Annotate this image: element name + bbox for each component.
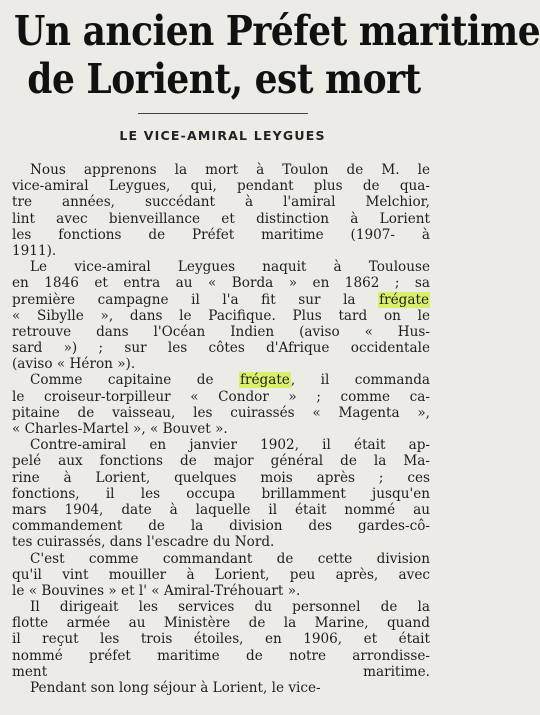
article-line: il reçut les trois étoiles, en 1906, et était bbox=[12, 631, 430, 648]
article-line: pelé aux fonctions de major général de la Ma- bbox=[12, 453, 430, 470]
article-paragraph bbox=[12, 599, 430, 696]
article-paragraph bbox=[12, 437, 430, 550]
article-line: tes cuirassés, dans l'escadre du Nord. bbox=[12, 534, 275, 551]
article-line: 1911). bbox=[12, 242, 57, 259]
article-line: Pendant son long séjour à Lorient, le vice- bbox=[30, 680, 321, 696]
headline-line-2: de Lorient, est mort bbox=[27, 55, 421, 104]
article-line: fonctions, il les occupa brillamment jusqu'en bbox=[12, 485, 430, 502]
article-line: sard ») ; sur les côtes d'Afrique occidentale bbox=[12, 340, 430, 357]
article-line: Comme capitaine de frégate, il commanda bbox=[30, 372, 430, 389]
search-highlight: frégate bbox=[239, 372, 290, 389]
article-line: qu'il vint mouiller à Lorient, peu après, avec bbox=[12, 566, 430, 583]
article-paragraph bbox=[12, 372, 430, 437]
article-line: pitaine de vaisseau, les cuirassés « Magenta », bbox=[12, 404, 430, 421]
article-body bbox=[12, 162, 430, 696]
article-line: lint avec bienveillance et distinction à Lorient bbox=[12, 210, 430, 227]
article-line: ment maritime. bbox=[12, 663, 430, 680]
article-line: première campagne il l'a fit sur la frégate bbox=[12, 291, 429, 308]
article-line: commandement de la division des gardes-cô- bbox=[12, 518, 430, 535]
article-line: vice-amiral Leygues, qui, pendant plus de qua- bbox=[12, 178, 430, 195]
article-line: Il dirigeait les services du personnel de la bbox=[30, 599, 430, 616]
article-line: « Charles-Martel », « Bouvet ». bbox=[12, 421, 228, 437]
headline-rule bbox=[138, 113, 308, 114]
article-line: Contre-amiral en janvier 1902, il était ap- bbox=[30, 437, 430, 454]
article-line: nommé préfet maritime de notre arrondisse- bbox=[12, 647, 430, 664]
article-line: mars 1904, date à laquelle il était nommé au bbox=[12, 501, 430, 518]
headline-line-1: Un ancien Préfet maritime bbox=[14, 7, 540, 56]
subheading: LE VICE-AMIRAL LEYGUES bbox=[119, 128, 326, 143]
article-line: C'est comme commandant de cette division bbox=[30, 550, 430, 567]
article-line: tre années, succédant à l'amiral Melchior, bbox=[12, 194, 430, 211]
search-highlight: frégate bbox=[379, 291, 429, 308]
article-line: le « Bouvines » et l' « Amiral-Tréhouart ». bbox=[12, 582, 301, 599]
article-paragraph bbox=[12, 551, 430, 600]
article-paragraph bbox=[12, 162, 430, 259]
article-line: Le vice-amiral Leygues naquit à Toulouse bbox=[30, 259, 430, 276]
article-line: rine à Lorient, quelques mois après ; ces bbox=[12, 469, 430, 486]
article-paragraph bbox=[12, 259, 430, 372]
article-line: en 1846 et entra au « Borda » en 1862 ; sa bbox=[12, 275, 430, 292]
article-line: retrouve dans l'Océan Indien (aviso « Hus- bbox=[12, 323, 430, 340]
article-line: (aviso « Héron »). bbox=[12, 356, 136, 373]
article-line: Nous apprenons la mort à Toulon de M. le bbox=[30, 162, 430, 178]
article-line: flotte armée au Ministère de la Marine, quand bbox=[12, 615, 430, 632]
article-line: « Sibylle », dans le Pacifique. Plus tard on le bbox=[12, 307, 430, 324]
article-line: les fonctions de Préfet maritime (1907- à bbox=[12, 226, 430, 243]
article-line: le croiseur-torpilleur « Condor » ; comme ca- bbox=[12, 388, 430, 405]
